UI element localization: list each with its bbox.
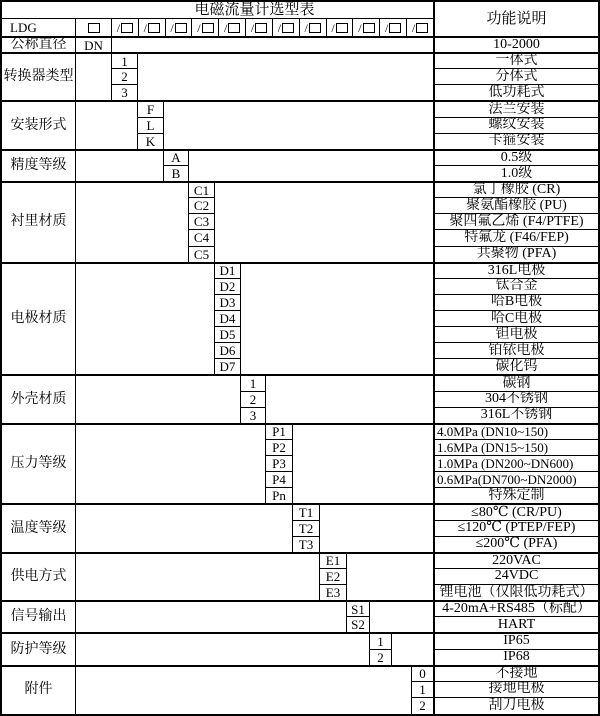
option-code: E1: [320, 553, 347, 569]
option-desc: 锂电池（仅限低功耗式）: [434, 585, 598, 601]
option-code: F: [138, 101, 164, 117]
option-code: D7: [215, 359, 241, 375]
slot-separator: /: [411, 20, 416, 35]
slot-separator: /: [170, 20, 174, 35]
empty-cell: [293, 424, 434, 505]
code-box-icon: [88, 23, 100, 33]
option-desc: 聚氨酯橡胶 (PU): [434, 198, 598, 214]
slot-separator: /: [116, 20, 121, 35]
empty-cell: [241, 263, 434, 376]
option-code: P3: [266, 456, 293, 472]
empty-cell: [76, 504, 293, 552]
option-desc: 氯丁橡胶 (CR): [434, 182, 598, 198]
option-code: 3: [241, 408, 266, 424]
option-code: S1: [347, 601, 370, 617]
option-desc: 4-20mA+RS485（标配）: [434, 601, 598, 617]
empty-cell: [76, 263, 215, 376]
option-desc: HART: [434, 617, 598, 633]
model-slot: [165, 19, 192, 36]
option-code: P1: [266, 424, 293, 440]
empty-cell: [347, 553, 434, 601]
option-code: 2: [412, 698, 434, 714]
empty-cell: [76, 182, 189, 263]
empty-cell: [392, 633, 434, 665]
empty-cell: [76, 633, 370, 665]
option-desc: 特殊定制: [434, 488, 598, 504]
code-box-icon: [389, 23, 401, 33]
option-desc: 哈B电极: [434, 295, 598, 311]
option-code: 1: [112, 53, 138, 69]
model-prefix: LDG: [2, 19, 76, 37]
option-code: D1: [215, 263, 241, 279]
model-slot: [352, 19, 379, 36]
option-desc: 24VDC: [434, 569, 598, 585]
empty-cell: [76, 601, 347, 633]
option-desc: 碳钢: [434, 375, 598, 391]
empty-cell: [164, 101, 434, 149]
empty-cell: [76, 53, 112, 101]
option-code: 2: [241, 392, 266, 408]
option-code: C4: [189, 230, 215, 246]
option-code: C5: [189, 247, 215, 263]
code-box-icon: [336, 23, 348, 33]
category-label: 电极材质: [2, 263, 76, 376]
option-desc: 0.5级: [434, 150, 598, 166]
option-desc: 4.0MPa (DN10~150): [434, 424, 598, 440]
option-code: 1: [370, 633, 392, 649]
option-desc: 304不锈钢: [434, 392, 598, 408]
code-box-icon: [309, 23, 321, 33]
model-slots: [112, 19, 434, 37]
option-desc: 不接地: [434, 666, 598, 682]
option-code: D5: [215, 327, 241, 343]
option-desc: 哈C电极: [434, 311, 598, 327]
option-code: D4: [215, 311, 241, 327]
option-desc: IP65: [434, 633, 598, 649]
model-slot-row: [112, 19, 433, 36]
code-box-icon: [255, 23, 267, 33]
slot-separator: /: [224, 20, 228, 35]
option-code: B: [164, 166, 189, 182]
model-first-slot: [76, 19, 112, 37]
model-slot: [245, 19, 272, 36]
option-desc: 一体式: [434, 53, 598, 69]
option-desc: 10-2000: [434, 37, 598, 53]
option-code: P4: [266, 472, 293, 488]
option-code: K: [138, 134, 164, 150]
option-desc: 1.0MPa (DN200~DN600): [434, 456, 598, 472]
option-desc: 聚四氟乙烯 (F4/PTFE): [434, 214, 598, 230]
slot-separator: /: [197, 20, 201, 35]
empty-cell: [370, 601, 434, 633]
option-code: T2: [293, 521, 320, 537]
code-box-icon: [282, 23, 294, 33]
code-box-icon: [175, 23, 187, 33]
code-box-icon: [202, 23, 214, 33]
option-desc: 碳化钨: [434, 359, 598, 375]
option-desc: 316L不锈钢: [434, 408, 598, 424]
empty-cell: [76, 375, 241, 423]
option-code: P2: [266, 440, 293, 456]
option-code: E3: [320, 585, 347, 601]
option-code: 2: [112, 69, 138, 85]
category-label: 防护等级: [2, 633, 76, 665]
slot-separator: /: [358, 20, 362, 35]
slot-separator: /: [331, 20, 335, 35]
table-title: 电磁流量计选型表: [2, 2, 434, 19]
category-label: 温度等级: [2, 504, 76, 552]
option-desc: 钛合金: [434, 279, 598, 295]
option-code: 1: [241, 375, 266, 391]
model-slot: [379, 19, 406, 36]
category-label: 衬里材质: [2, 182, 76, 263]
category-label: 供电方式: [2, 553, 76, 601]
model-slot: [191, 19, 218, 36]
model-slot: [272, 19, 299, 36]
option-code: C1: [189, 182, 215, 198]
category-label: 附件: [2, 666, 76, 714]
option-desc: 铂铱电极: [434, 343, 598, 359]
option-code: D3: [215, 295, 241, 311]
empty-cell: [138, 53, 434, 101]
option-code: Pn: [266, 488, 293, 504]
option-desc: 卡箍安装: [434, 134, 598, 150]
option-code: T1: [293, 504, 320, 520]
category-label: 信号输出: [2, 601, 76, 633]
option-desc: 特氟龙 (F46/FEP): [434, 230, 598, 246]
option-desc: ≤80℃ (CR/PU): [434, 504, 598, 520]
option-code: T3: [293, 537, 320, 553]
option-desc: ≤200℃ (PFA): [434, 537, 598, 553]
option-code: 1: [412, 682, 434, 698]
option-code: E2: [320, 569, 347, 585]
empty-cell: [320, 504, 434, 552]
option-code: 0: [412, 666, 434, 682]
code-box-icon: [121, 23, 133, 33]
option-desc: IP68: [434, 650, 598, 666]
model-slot: [326, 19, 353, 36]
slot-separator: /: [385, 20, 389, 35]
slot-separator: /: [143, 20, 147, 35]
option-code: DN: [76, 37, 112, 53]
option-desc: 法兰安装: [434, 101, 598, 117]
option-code: C3: [189, 214, 215, 230]
empty-cell: [76, 150, 164, 182]
model-slot: [112, 19, 138, 36]
code-box-icon: [228, 23, 240, 33]
empty-cell: [76, 424, 266, 505]
option-desc: ≤120℃ (PTEP/FEP): [434, 521, 598, 537]
option-desc: 分体式: [434, 69, 598, 85]
option-code: 2: [370, 650, 392, 666]
category-label: 外壳材质: [2, 375, 76, 423]
model-slot: [406, 19, 433, 36]
option-code: L: [138, 118, 164, 134]
model-slot: [138, 19, 165, 36]
category-label: 安装形式: [2, 101, 76, 149]
option-desc: 螺纹安装: [434, 118, 598, 134]
function-desc-header: 功能说明: [434, 2, 598, 37]
option-desc: 共聚物 (PFA): [434, 247, 598, 263]
slot-separator: /: [304, 20, 308, 35]
empty-cell: [76, 666, 412, 714]
empty-cell: [112, 37, 434, 53]
option-code: D2: [215, 279, 241, 295]
option-code: 3: [112, 85, 138, 101]
empty-cell: [189, 150, 434, 182]
option-desc: 刮刀电极: [434, 698, 598, 714]
option-code: C2: [189, 198, 215, 214]
empty-cell: [76, 101, 138, 149]
code-box-icon: [363, 23, 375, 33]
option-code: A: [164, 150, 189, 166]
option-desc: 1.0级: [434, 166, 598, 182]
option-desc: 接地电极: [434, 682, 598, 698]
slot-separator: /: [277, 20, 282, 35]
option-code: S2: [347, 617, 370, 633]
option-desc: 钽电极: [434, 327, 598, 343]
category-label: 公称直径: [2, 37, 76, 53]
option-desc: 1.6MPa (DN15~150): [434, 440, 598, 456]
empty-cell: [215, 182, 434, 263]
empty-cell: [76, 553, 320, 601]
empty-cell: [266, 375, 434, 423]
option-code: D6: [215, 343, 241, 359]
code-box-icon: [416, 23, 428, 33]
option-desc: 低功耗式: [434, 85, 598, 101]
option-desc: 316L电极: [434, 263, 598, 279]
category-label: 转换器类型: [2, 53, 76, 101]
category-label: 压力等级: [2, 424, 76, 505]
code-box-icon: [148, 23, 160, 33]
category-label: 精度等级: [2, 150, 76, 182]
model-slot: [218, 19, 245, 36]
option-desc: 220VAC: [434, 553, 598, 569]
model-slot: [299, 19, 326, 36]
slot-separator: /: [250, 20, 255, 35]
option-desc: 0.6MPa(DN700~DN2000): [434, 472, 598, 488]
